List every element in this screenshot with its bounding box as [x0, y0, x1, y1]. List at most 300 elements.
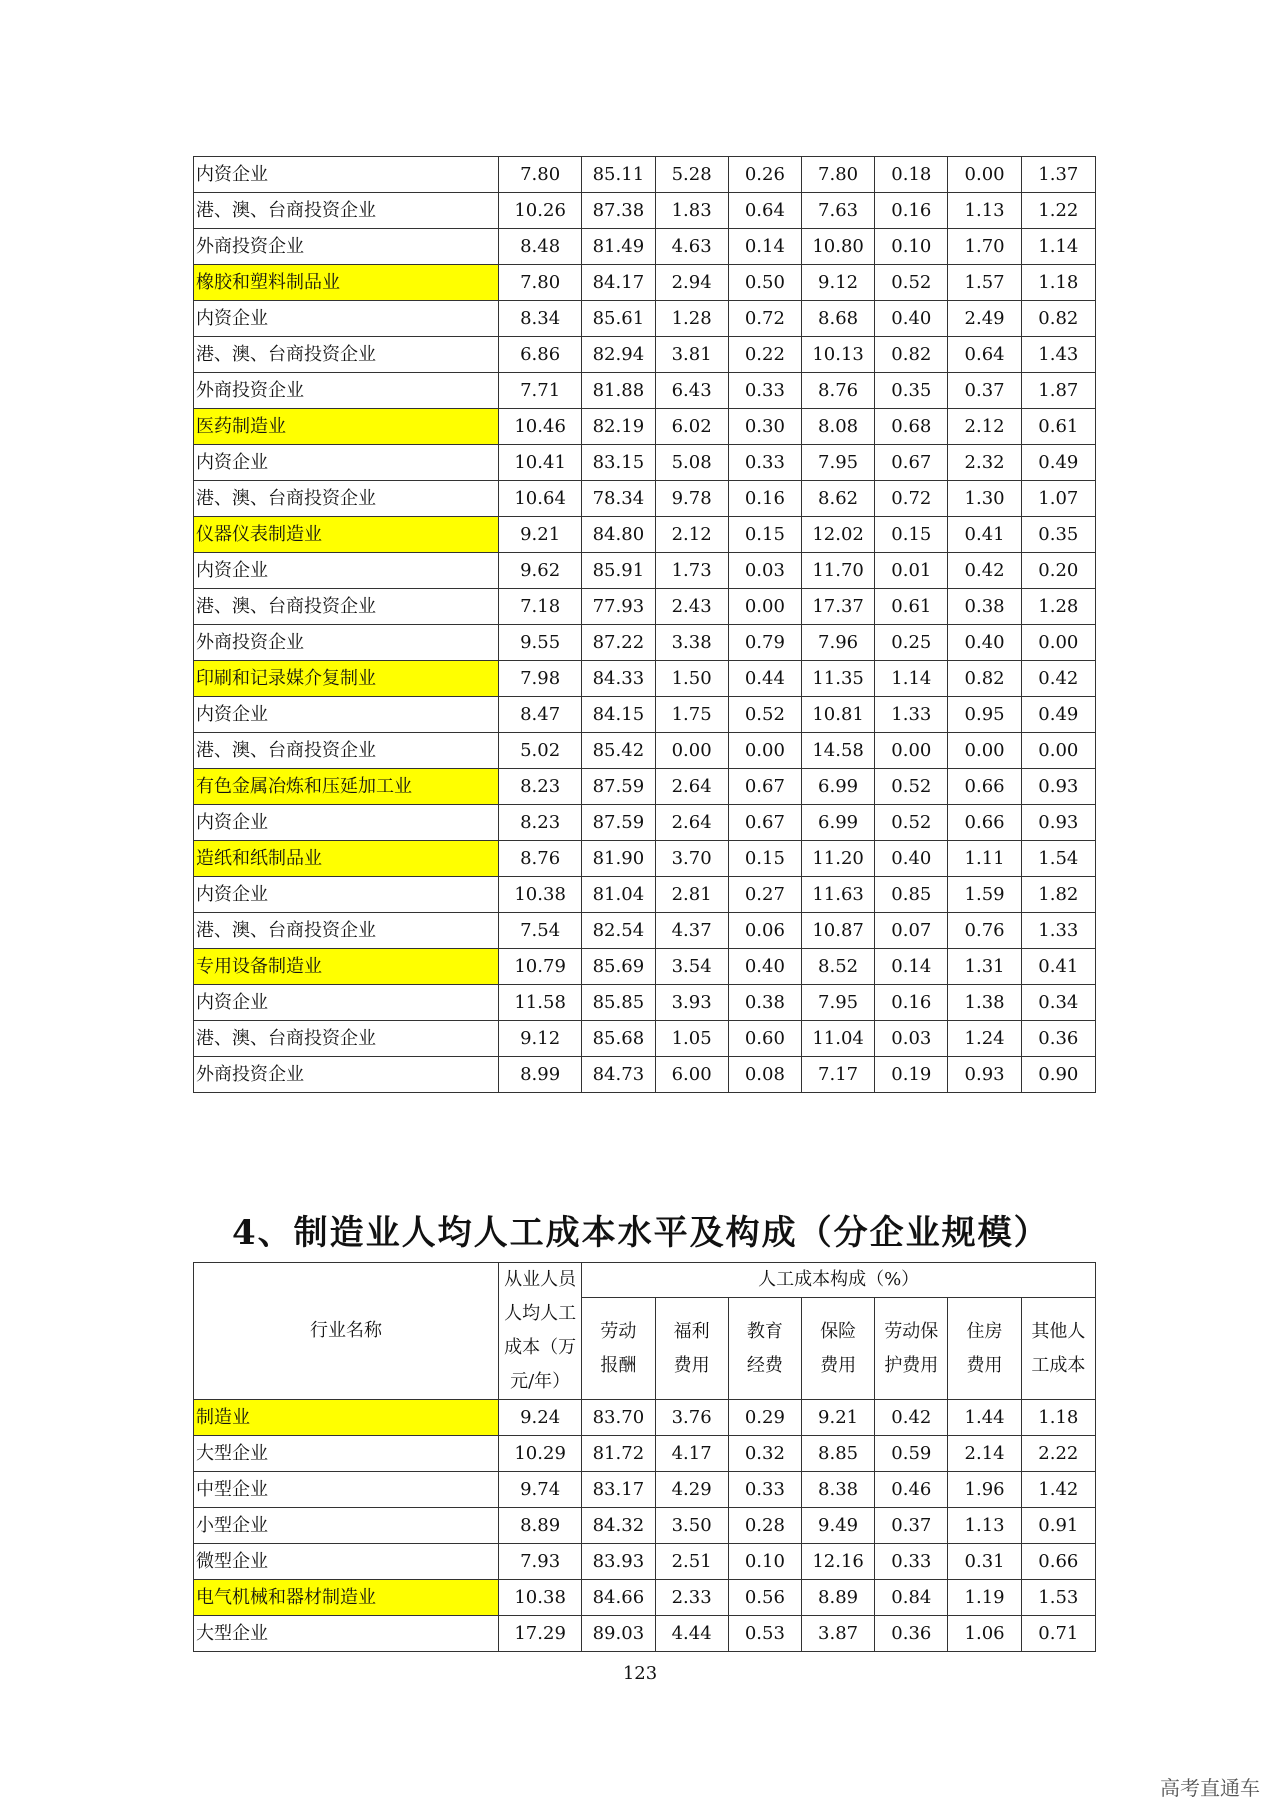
cell-value: 0.64 [728, 193, 801, 229]
cell-value: 0.31 [948, 1544, 1021, 1580]
table-row [194, 805, 1096, 841]
cell-value: 0.25 [875, 625, 948, 661]
cell-value: 1.11 [948, 841, 1021, 877]
cell-value: 1.59 [948, 877, 1021, 913]
cell-value: 0.10 [728, 1544, 801, 1580]
cell-value: 77.93 [582, 589, 655, 625]
cell-value: 10.41 [499, 445, 582, 481]
cell-value: 82.19 [582, 409, 655, 445]
cell-value: 3.50 [655, 1508, 728, 1544]
table-row [194, 553, 1096, 589]
cell-value: 0.42 [948, 553, 1021, 589]
cell-value: 1.28 [1021, 589, 1095, 625]
cell-value: 0.41 [948, 517, 1021, 553]
cell-value: 6.00 [655, 1057, 728, 1093]
row-name: 电气机械和器材制造业 [194, 1580, 499, 1616]
cell-value: 17.37 [801, 589, 874, 625]
cell-value: 1.28 [655, 301, 728, 337]
cell-value: 0.03 [728, 553, 801, 589]
cell-value: 7.63 [801, 193, 874, 229]
cell-value: 0.16 [875, 985, 948, 1021]
table-row [194, 1057, 1096, 1093]
row-name: 港、澳、台商投资企业 [194, 481, 499, 517]
table-row [194, 913, 1096, 949]
cell-value: 2.64 [655, 769, 728, 805]
cell-value: 2.49 [948, 301, 1021, 337]
cell-value: 0.33 [728, 445, 801, 481]
cell-value: 2.51 [655, 1544, 728, 1580]
cell-value: 0.67 [728, 805, 801, 841]
cell-value: 0.00 [1021, 733, 1095, 769]
cell-value: 85.61 [582, 301, 655, 337]
cell-value: 81.90 [582, 841, 655, 877]
cell-value: 0.38 [948, 589, 1021, 625]
cell-value: 0.01 [875, 553, 948, 589]
header-composition-col [801, 1298, 874, 1400]
cell-value: 7.17 [801, 1057, 874, 1093]
cell-value: 0.71 [1021, 1616, 1095, 1652]
cell-value: 9.21 [499, 517, 582, 553]
cell-value: 0.49 [1021, 697, 1095, 733]
table-row [194, 1616, 1096, 1652]
row-name: 港、澳、台商投资企业 [194, 337, 499, 373]
cell-value: 0.90 [1021, 1057, 1095, 1093]
cell-value: 7.96 [801, 625, 874, 661]
cell-value: 83.15 [582, 445, 655, 481]
page-number: 123 [622, 1663, 658, 1684]
size-table [193, 1262, 1096, 1652]
cell-value: 2.12 [655, 517, 728, 553]
cell-value: 89.03 [582, 1616, 655, 1652]
row-name: 大型企业 [194, 1616, 499, 1652]
cell-value: 0.68 [875, 409, 948, 445]
cell-value: 0.18 [875, 157, 948, 193]
cell-value: 11.58 [499, 985, 582, 1021]
header-per-capita-line: 从业人员 [504, 1269, 577, 1290]
cell-value: 8.85 [801, 1436, 874, 1472]
row-name: 内资企业 [194, 985, 499, 1021]
cell-value: 0.67 [875, 445, 948, 481]
cell-value: 1.44 [948, 1400, 1021, 1436]
cell-value: 0.93 [1021, 805, 1095, 841]
cell-value: 83.17 [582, 1472, 655, 1508]
watermark: 高考直通车 [1160, 1776, 1260, 1800]
cell-value: 0.40 [875, 841, 948, 877]
cell-value: 84.33 [582, 661, 655, 697]
cell-value: 81.04 [582, 877, 655, 913]
header-composition-col [728, 1298, 801, 1400]
category-row [194, 1580, 1096, 1616]
header-col-line: 护费用 [884, 1354, 939, 1376]
cell-value: 5.02 [499, 733, 582, 769]
table-row [194, 625, 1096, 661]
section-title: 4、制造业人均人工成本水平及构成（分企业规模） [232, 1213, 1050, 1253]
cell-value: 10.80 [801, 229, 874, 265]
cell-value: 0.53 [728, 1616, 801, 1652]
cell-value: 8.62 [801, 481, 874, 517]
header-col-line: 保险 [820, 1320, 857, 1342]
cell-value: 0.14 [875, 949, 948, 985]
cell-value: 1.06 [948, 1616, 1021, 1652]
cell-value: 0.00 [728, 589, 801, 625]
cell-value: 82.94 [582, 337, 655, 373]
cell-value: 1.42 [1021, 1472, 1095, 1508]
header-composition-col [655, 1298, 728, 1400]
cell-value: 1.07 [1021, 481, 1095, 517]
cell-value: 0.33 [875, 1544, 948, 1580]
cell-value: 1.05 [655, 1021, 728, 1057]
cell-value: 1.50 [655, 661, 728, 697]
cell-value: 2.43 [655, 589, 728, 625]
cell-value: 0.44 [728, 661, 801, 697]
cell-value: 10.79 [499, 949, 582, 985]
cell-value: 10.81 [801, 697, 874, 733]
cell-value: 9.21 [801, 1400, 874, 1436]
row-name: 内资企业 [194, 301, 499, 337]
cell-value: 0.00 [948, 157, 1021, 193]
cell-value: 8.47 [499, 697, 582, 733]
cell-value: 1.13 [948, 1508, 1021, 1544]
cell-value: 87.38 [582, 193, 655, 229]
cell-value: 9.74 [499, 1472, 582, 1508]
cell-value: 83.93 [582, 1544, 655, 1580]
row-name: 内资企业 [194, 157, 499, 193]
table-row [194, 1508, 1096, 1544]
cell-value: 85.69 [582, 949, 655, 985]
cell-value: 0.15 [728, 517, 801, 553]
cell-value: 0.52 [875, 265, 948, 301]
header-per-capita-line: 元/年） [510, 1371, 571, 1392]
cell-value: 8.48 [499, 229, 582, 265]
cell-value: 8.08 [801, 409, 874, 445]
table-row [194, 301, 1096, 337]
cell-value: 0.67 [728, 769, 801, 805]
category-row [194, 841, 1096, 877]
cell-value: 85.11 [582, 157, 655, 193]
cell-value: 0.52 [875, 805, 948, 841]
cell-value: 84.80 [582, 517, 655, 553]
cell-value: 8.89 [499, 1508, 582, 1544]
header-composition: 人工成本构成（%） [582, 1263, 1096, 1298]
cell-value: 5.28 [655, 157, 728, 193]
header-col-line: 费用 [820, 1354, 857, 1376]
cell-value: 9.78 [655, 481, 728, 517]
row-name: 橡胶和塑料制品业 [194, 265, 499, 301]
cell-value: 0.22 [728, 337, 801, 373]
cell-value: 0.34 [1021, 985, 1095, 1021]
cell-value: 6.43 [655, 373, 728, 409]
row-name: 港、澳、台商投资企业 [194, 913, 499, 949]
header-composition-col [948, 1298, 1021, 1400]
cell-value: 0.91 [1021, 1508, 1095, 1544]
cell-value: 0.46 [875, 1472, 948, 1508]
cell-value: 82.54 [582, 913, 655, 949]
header-col-line: 福利 [673, 1320, 710, 1342]
cell-value: 8.23 [499, 769, 582, 805]
cell-value: 10.87 [801, 913, 874, 949]
cell-value: 9.24 [499, 1400, 582, 1436]
row-name: 大型企业 [194, 1436, 499, 1472]
cell-value: 78.34 [582, 481, 655, 517]
cell-value: 0.30 [728, 409, 801, 445]
cell-value: 11.20 [801, 841, 874, 877]
cell-value: 0.37 [875, 1508, 948, 1544]
cell-value: 0.00 [1021, 625, 1095, 661]
cell-value: 1.13 [948, 193, 1021, 229]
cell-value: 2.94 [655, 265, 728, 301]
cell-value: 0.79 [728, 625, 801, 661]
cell-value: 8.34 [499, 301, 582, 337]
table-row [194, 229, 1096, 265]
cell-value: 0.40 [948, 625, 1021, 661]
cell-value: 0.15 [875, 517, 948, 553]
row-name: 仪器仪表制造业 [194, 517, 499, 553]
cell-value: 2.32 [948, 445, 1021, 481]
cell-value: 87.59 [582, 769, 655, 805]
cell-value: 0.40 [875, 301, 948, 337]
cell-value: 0.08 [728, 1057, 801, 1093]
header-col-line: 住房 [966, 1320, 1003, 1342]
cell-value: 1.75 [655, 697, 728, 733]
cell-value: 10.64 [499, 481, 582, 517]
cell-value: 3.87 [801, 1616, 874, 1652]
cell-value: 6.99 [801, 805, 874, 841]
category-row [194, 661, 1096, 697]
row-name: 中型企业 [194, 1472, 499, 1508]
cell-value: 1.18 [1021, 1400, 1095, 1436]
cell-value: 0.76 [948, 913, 1021, 949]
header-composition-col [875, 1298, 948, 1400]
cell-value: 4.29 [655, 1472, 728, 1508]
cell-value: 1.37 [1021, 157, 1095, 193]
cell-value: 0.26 [728, 157, 801, 193]
cell-value: 0.37 [948, 373, 1021, 409]
cell-value: 7.93 [499, 1544, 582, 1580]
cell-value: 0.40 [728, 949, 801, 985]
cell-value: 2.12 [948, 409, 1021, 445]
cell-value: 5.08 [655, 445, 728, 481]
cell-value: 17.29 [499, 1616, 582, 1652]
cell-value: 0.33 [728, 1472, 801, 1508]
cell-value: 7.18 [499, 589, 582, 625]
header-composition-col [1021, 1298, 1095, 1400]
cell-value: 0.28 [728, 1508, 801, 1544]
header-col-line: 经费 [746, 1354, 783, 1376]
cell-value: 1.43 [1021, 337, 1095, 373]
cell-value: 0.66 [1021, 1544, 1095, 1580]
header-col-line: 劳动保 [884, 1320, 939, 1342]
cell-value: 84.32 [582, 1508, 655, 1544]
cell-value: 1.83 [655, 193, 728, 229]
cell-value: 4.44 [655, 1616, 728, 1652]
cell-value: 0.35 [1021, 517, 1095, 553]
cell-value: 8.52 [801, 949, 874, 985]
cell-value: 0.82 [875, 337, 948, 373]
header-col-line: 劳动 [600, 1320, 637, 1342]
cell-value: 8.76 [801, 373, 874, 409]
cell-value: 0.00 [948, 733, 1021, 769]
cell-value: 1.22 [1021, 193, 1095, 229]
cell-value: 0.42 [875, 1400, 948, 1436]
cell-value: 1.31 [948, 949, 1021, 985]
cell-value: 81.49 [582, 229, 655, 265]
cell-value: 3.81 [655, 337, 728, 373]
cell-value: 84.66 [582, 1580, 655, 1616]
cell-value: 1.30 [948, 481, 1021, 517]
cell-value: 0.56 [728, 1580, 801, 1616]
cell-value: 3.38 [655, 625, 728, 661]
cell-value: 0.00 [875, 733, 948, 769]
cell-value: 1.33 [1021, 913, 1095, 949]
cell-value: 10.38 [499, 1580, 582, 1616]
cell-value: 0.36 [875, 1616, 948, 1652]
cell-value: 0.59 [875, 1436, 948, 1472]
cell-value: 0.35 [875, 373, 948, 409]
cell-value: 1.18 [1021, 265, 1095, 301]
cell-value: 1.38 [948, 985, 1021, 1021]
row-name: 内资企业 [194, 697, 499, 733]
table-row [194, 877, 1096, 913]
cell-value: 6.99 [801, 769, 874, 805]
row-name: 有色金属冶炼和压延加工业 [194, 769, 499, 805]
cell-value: 0.42 [1021, 661, 1095, 697]
cell-value: 83.70 [582, 1400, 655, 1436]
row-name: 港、澳、台商投资企业 [194, 1021, 499, 1057]
cell-value: 0.03 [875, 1021, 948, 1057]
cell-value: 8.38 [801, 1472, 874, 1508]
header-col-line: 工成本 [1031, 1354, 1086, 1376]
cell-value: 3.70 [655, 841, 728, 877]
cell-value: 0.20 [1021, 553, 1095, 589]
cell-value: 0.36 [1021, 1021, 1095, 1057]
cell-value: 14.58 [801, 733, 874, 769]
category-row [194, 265, 1096, 301]
table-row [194, 193, 1096, 229]
row-name: 内资企业 [194, 877, 499, 913]
cell-value: 7.98 [499, 661, 582, 697]
cell-value: 0.32 [728, 1436, 801, 1472]
cell-value: 84.15 [582, 697, 655, 733]
table-row [194, 1544, 1096, 1580]
cell-value: 10.26 [499, 193, 582, 229]
cell-value: 9.49 [801, 1508, 874, 1544]
table-row [194, 1472, 1096, 1508]
cell-value: 12.02 [801, 517, 874, 553]
cell-value: 0.19 [875, 1057, 948, 1093]
table-row [194, 337, 1096, 373]
cell-value: 3.76 [655, 1400, 728, 1436]
category-row [194, 769, 1096, 805]
cell-value: 2.64 [655, 805, 728, 841]
cell-value: 0.06 [728, 913, 801, 949]
cell-value: 1.96 [948, 1472, 1021, 1508]
row-name: 外商投资企业 [194, 1057, 499, 1093]
cell-value: 1.70 [948, 229, 1021, 265]
header-industry-name: 行业名称 [194, 1263, 499, 1400]
row-name: 外商投资企业 [194, 373, 499, 409]
table-row [194, 733, 1096, 769]
cell-value: 0.15 [728, 841, 801, 877]
cell-value: 0.27 [728, 877, 801, 913]
cell-value: 0.64 [948, 337, 1021, 373]
cell-value: 12.16 [801, 1544, 874, 1580]
cell-value: 8.23 [499, 805, 582, 841]
cell-value: 0.82 [948, 661, 1021, 697]
cell-value: 85.91 [582, 553, 655, 589]
cell-value: 4.17 [655, 1436, 728, 1472]
cell-value: 0.61 [875, 589, 948, 625]
cell-value: 10.38 [499, 877, 582, 913]
cell-value: 7.95 [801, 985, 874, 1021]
cell-value: 6.02 [655, 409, 728, 445]
cell-value: 0.61 [1021, 409, 1095, 445]
category-row [194, 1400, 1096, 1436]
header-col-line: 其他人 [1031, 1320, 1086, 1342]
cell-value: 81.72 [582, 1436, 655, 1472]
cell-value: 1.87 [1021, 373, 1095, 409]
cell-value: 1.57 [948, 265, 1021, 301]
table-row [194, 1436, 1096, 1472]
cell-value: 0.50 [728, 265, 801, 301]
header-per-capita-cost [499, 1263, 582, 1400]
cell-value: 6.86 [499, 337, 582, 373]
industry-table-continued [193, 156, 1096, 1093]
cell-value: 0.66 [948, 805, 1021, 841]
cell-value: 3.93 [655, 985, 728, 1021]
row-name: 小型企业 [194, 1508, 499, 1544]
cell-value: 87.59 [582, 805, 655, 841]
cell-value: 0.33 [728, 373, 801, 409]
cell-value: 2.81 [655, 877, 728, 913]
cell-value: 85.42 [582, 733, 655, 769]
cell-value: 0.72 [875, 481, 948, 517]
cell-value: 0.93 [948, 1057, 1021, 1093]
header-col-line: 报酬 [600, 1354, 637, 1376]
cell-value: 0.66 [948, 769, 1021, 805]
cell-value: 1.53 [1021, 1580, 1095, 1616]
category-row [194, 409, 1096, 445]
cell-value: 11.35 [801, 661, 874, 697]
cell-value: 0.52 [728, 697, 801, 733]
cell-value: 4.37 [655, 913, 728, 949]
cell-value: 8.99 [499, 1057, 582, 1093]
cell-value: 1.24 [948, 1021, 1021, 1057]
cell-value: 9.62 [499, 553, 582, 589]
cell-value: 0.93 [1021, 769, 1095, 805]
cell-value: 7.80 [801, 157, 874, 193]
row-name: 微型企业 [194, 1544, 499, 1580]
cell-value: 7.95 [801, 445, 874, 481]
cell-value: 1.54 [1021, 841, 1095, 877]
header-composition-col [582, 1298, 655, 1400]
cell-value: 0.07 [875, 913, 948, 949]
cell-value: 2.14 [948, 1436, 1021, 1472]
cell-value: 0.41 [1021, 949, 1095, 985]
cell-value: 0.84 [875, 1580, 948, 1616]
cell-value: 85.68 [582, 1021, 655, 1057]
header-col-line: 教育 [746, 1320, 783, 1342]
cell-value: 81.88 [582, 373, 655, 409]
cell-value: 87.22 [582, 625, 655, 661]
header-col-line: 费用 [673, 1354, 710, 1376]
cell-value: 3.54 [655, 949, 728, 985]
cell-value: 0.14 [728, 229, 801, 265]
row-name: 医药制造业 [194, 409, 499, 445]
cell-value: 10.13 [801, 337, 874, 373]
row-name: 港、澳、台商投资企业 [194, 733, 499, 769]
cell-value: 11.70 [801, 553, 874, 589]
cell-value: 7.71 [499, 373, 582, 409]
